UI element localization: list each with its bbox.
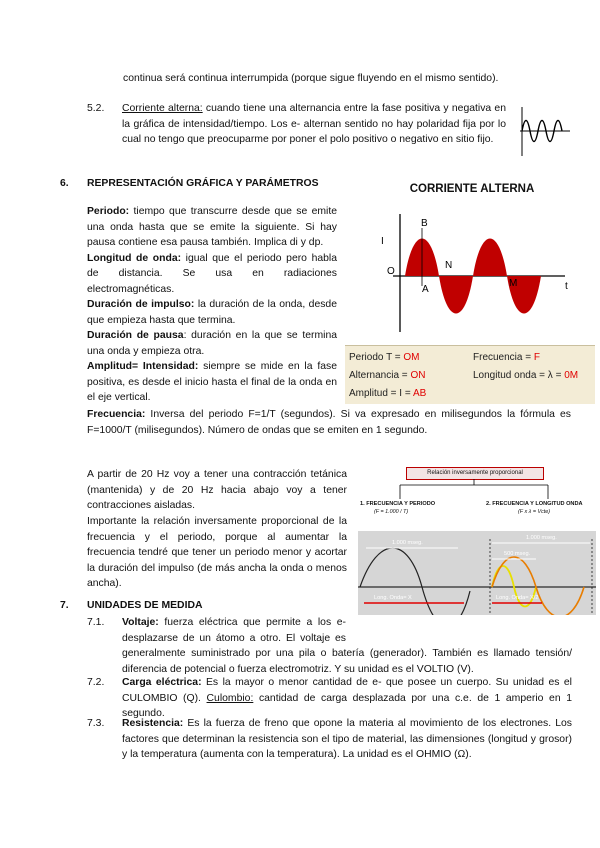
legend-periodo-label: Periodo T = <box>349 352 404 363</box>
right-formula: (F x λ = Vcte) <box>518 509 551 515</box>
periodo-term: Periodo: <box>87 206 130 217</box>
section-number: 5.2. <box>87 103 105 114</box>
right-sub-label: 500 mseg. <box>504 551 531 557</box>
figure-wrap-space <box>346 615 572 646</box>
axis-y-label: I <box>381 236 384 247</box>
section-number: 6. <box>60 178 69 189</box>
inverse-relation-paragraph: Importante la relación inversamente proporcional de la frecuencia y el periodo, porque al aumentar la frecuencia tendré que tener un periodo menor y acortar la duración del impulso (de más ancha la onda o menos ancha). <box>87 516 347 589</box>
relation-banner: Relación inversamente proporcional <box>406 467 544 480</box>
point-a-label: A <box>422 284 429 295</box>
left-title: 1. FRECUENCIA Y PERIODO <box>360 501 436 507</box>
ac-text: cuando tiene una alternancia entre la fase positiva y negativa en la gráfica de intensidad/tiempo. Los e- alternan sentido no hay polaridad fija por lo cual no tengo que preocuparme por poner el polo positivo o negativo en sitio fijo. <box>122 103 506 145</box>
legend-amplitud <box>349 388 426 399</box>
frecuencia-text: Inversa del periodo F=1/T (segundos). Si va expresado en milisegundos la fórmula es F=1000/T (milisegundos). Número de ondas que se emiten en 1 segundo. <box>87 409 571 436</box>
frequency-diagram <box>358 463 596 615</box>
pausa-text: : duración en la que se termina una onda y empieza otra. <box>87 330 338 357</box>
carga-term: Carga eléctrica: <box>122 677 202 688</box>
legend-frecuencia-value: F <box>533 352 540 363</box>
section-title: UNIDADES DE MEDIDA <box>87 600 203 611</box>
legend-frecuencia <box>473 352 540 363</box>
pausa-term: Duración de pausa <box>87 330 184 341</box>
ac-figure-title: CORRIENTE ALTERNA <box>409 183 535 195</box>
voltaje-text: fuerza eléctrica que permite a los e- desplazarse de un átomo a otro. El voltaje es generalmente suministrado por una pila o batería (generador). También es llamado tensión/ diferencia de potencial o fuerza electromotriz. Y su unidad es el VOLTIO (V). <box>122 617 572 675</box>
hz-paragraph: A partir de 20 Hz voy a tener una contracción tetánica (mantenida) y de 20 Hz hacia abajo voy a tener contracciones aisladas. <box>87 469 347 511</box>
impulso-paragraph <box>87 297 337 328</box>
amplitud-term: Amplitud= Intensidad: <box>87 361 199 372</box>
legend-longitud-label: Longitud onda = λ = <box>473 370 565 381</box>
longitud-term: Longitud de onda: <box>87 252 182 264</box>
origin-label: O <box>387 266 395 277</box>
left-bottom-label: Long. Onda= X <box>374 595 412 601</box>
ac-wave-graph <box>365 206 591 342</box>
resistencia-text: Es la fuerza de freno que opone la materia al movimiento de los electrones. Los factores que determinan la resistencia son el tipo de material, las dimensiones (longitud y grosor) y la temperatura (aumenta con la temperatura). La unidad es el OHMIO (Ω). <box>122 718 572 760</box>
parameters-list <box>87 204 337 406</box>
legend-longitud-value: 0M <box>564 370 579 381</box>
culombio-term: Culombio: <box>206 692 254 704</box>
legend-amplitud-label: Amplitud = I = <box>349 388 413 399</box>
carga-text: Es la mayor o menor cantidad de e- que posee un cuerpo. Su unidad es el CULOMBIO (Q). <box>122 677 572 704</box>
legend-frecuencia-label: Frecuencia = <box>473 352 534 363</box>
frequency-figure <box>358 463 596 615</box>
right-bottom-label: Long. Onda= X/2 <box>496 595 539 601</box>
item-number: 7.2. <box>87 677 105 688</box>
legend-periodo-value: OM <box>403 352 420 363</box>
ac-definition <box>122 101 506 148</box>
item-number: 7.1. <box>87 617 105 628</box>
ac-legend <box>345 345 595 404</box>
resistencia-term: Resistencia: <box>122 718 184 729</box>
impulso-text: la duración de la onda, desde que empieza hasta que termina. <box>87 299 337 326</box>
right-title: 2. FRECUENCIA Y LONGITUD ONDA <box>486 501 583 507</box>
sine-wave-icon <box>516 104 572 158</box>
item-number: 7.3. <box>87 718 105 729</box>
frecuencia-paragraph <box>87 407 571 438</box>
ac-term: Corriente alterna: <box>122 103 203 114</box>
point-n-label: N <box>445 260 453 271</box>
pausa-paragraph <box>87 328 337 359</box>
amplitud-paragraph <box>87 359 337 406</box>
periodo-paragraph <box>87 204 337 251</box>
point-b-label: B <box>421 218 428 229</box>
resistencia-paragraph <box>122 716 572 763</box>
legend-alternancia-label: Alternancia = <box>349 370 411 381</box>
section-number: 7. <box>60 600 69 611</box>
continuation-line: continua será continua interrumpida (porque sigue fluyendo en el mismo sentido). <box>123 73 499 84</box>
amplitud-text: siempre se mide en la fase positiva, es desde el inicio hasta el final de la onda en el eje vertical. <box>87 361 337 403</box>
voltaje-term: Voltaje: <box>122 617 159 628</box>
legend-alternancia-value: ON <box>410 370 426 381</box>
legend-periodo <box>349 352 420 363</box>
legend-amplitud-value: AB <box>412 388 427 399</box>
left-top-label: 1.000 mseg. <box>392 540 423 546</box>
longitud-text: igual que el periodo pero habla de distancia. Se usa en radiaciones electromagnéticas. <box>87 252 337 295</box>
axis-x-label: t <box>565 281 568 292</box>
carga-paragraph <box>122 675 572 722</box>
frecuencia-term: Frecuencia: <box>87 409 146 420</box>
culombio-text: cantidad de carga desplazada por una c.e. de 1 amperio en 1 segundo. <box>122 692 572 719</box>
impulso-term: Duración de impulso: <box>87 299 195 310</box>
longitud-paragraph <box>87 251 337 298</box>
legend-alternancia <box>349 370 425 381</box>
periodo-text: tiempo que transcurre desde que se emite una onda hasta que se emite la siguiente. Si hay pausa contiene esa pausa también. Implica di y dp. <box>87 206 337 248</box>
voltaje-paragraph <box>122 615 572 677</box>
right-top-label: 1.000 mseg. <box>526 535 557 541</box>
left-formula: (F = 1.000 / T) <box>374 509 409 515</box>
point-m-label: M <box>509 278 518 289</box>
section-title: REPRESENTACIÓN GRÁFICA Y PARÁMETROS <box>87 178 319 189</box>
legend-longitud <box>473 370 578 381</box>
